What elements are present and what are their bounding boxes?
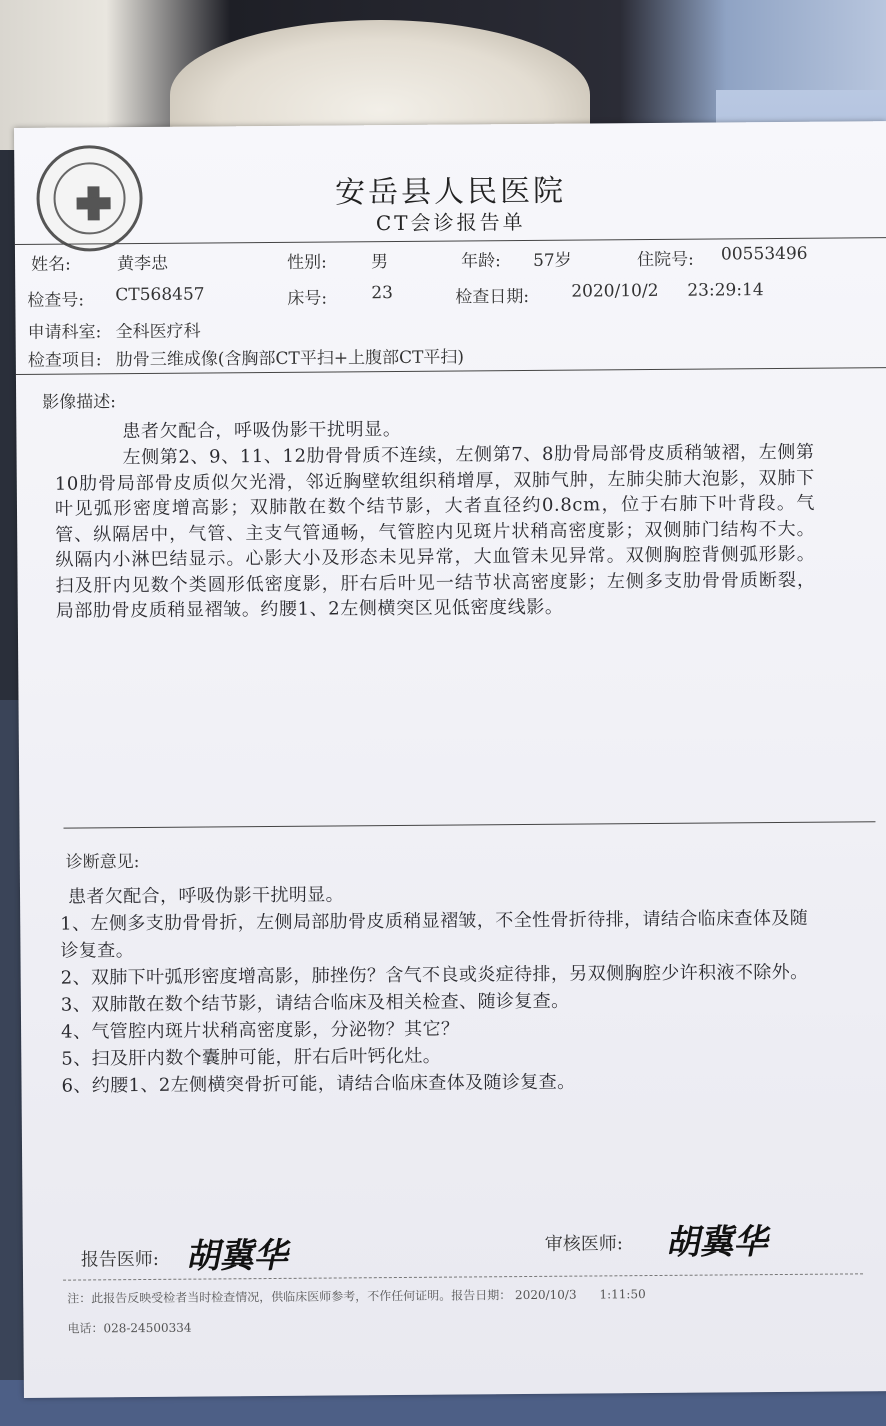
reporter-signature: 胡冀华	[184, 1235, 295, 1277]
exam-date: 2020/10/2	[571, 280, 659, 302]
report-date: 2020/10/3	[514, 1287, 577, 1303]
diagnosis-line: 6、约腰1、2左侧横突骨折可能，请结合临床查体及随诊复查。	[61, 1071, 576, 1097]
exam-item-label: 检查项目:	[27, 350, 102, 371]
findings-divider	[63, 821, 875, 828]
admission-label: 住院号:	[636, 249, 694, 271]
dept-label: 申请科室:	[27, 322, 102, 343]
diagnosis-line: 1、左侧多支肋骨骨折，左侧局部肋骨皮质稍显褶皱，不全性骨折待排，请结合临床查体及随诊复查。	[60, 907, 809, 962]
diagnosis-line: 2、双肺下叶弧形密度增高影，肺挫伤？含气不良或炎症待排，另双侧胸腔少许积液不除外。	[60, 961, 809, 989]
patient-name: 黄李忠	[116, 253, 169, 275]
exam-time: 23:29:14	[687, 280, 764, 301]
report-paper	[14, 121, 886, 1398]
age-label: 年龄:	[460, 251, 501, 272]
exam-number: CT568457	[115, 284, 205, 306]
hospital-name: 安岳县人民医院	[334, 173, 567, 211]
diagnosis-line: 患者欠配合，呼吸伪影干扰明显。	[67, 884, 345, 908]
footer-phone: 电话：028-24500334	[67, 1320, 192, 1336]
exam-date-label: 检查日期:	[455, 286, 530, 308]
findings-paragraph-2	[54, 440, 815, 624]
findings-text-1: 患者欠配合，呼吸伪影干扰明显。	[122, 418, 402, 443]
footer-note-text: 注：此报告反映受检者当时检查情况，供临床医师参考，不作任何证明。报告日期：	[67, 1288, 512, 1306]
footer-note	[67, 1285, 646, 1307]
findings-text-2: 左侧第2、9、11、12肋骨骨质不连续，左侧第7、8肋骨局部骨皮质稍皱褶，左侧第10肋骨局部骨皮质似欠光滑，邻近胸壁软组织稍增厚，双肺气肿，左肺尖肺大泡影，双肺下叶见弧形密度增高影；双肺散在数个结节影，大者直径约0.8cm，位于右肺下叶背段。气管、纵隔居中，气管、主支气管通畅，气管腔内见斑片状稍高密度影；双侧肺门结构不大。纵隔内小淋巴结显示。心影大小及形态未见异常，大血管未见异常。双侧胸腔背侧弧形影。扫及肝内见数个类圆形低密度影，肝右后叶见一结节状高密度影；左侧多支肋骨骨质断裂，局部肋骨皮质稍显褶皱。约腰1、2左侧横突区见低密度线影。	[54, 441, 816, 622]
diagnosis-line: 3、双肺散在数个结节影，请结合临床及相关检查、随诊复查。	[60, 990, 570, 1016]
exam-no-label: 检查号:	[27, 290, 85, 311]
reporter-label: 报告医师:	[80, 1248, 160, 1271]
dept-name: 全科医疗科	[115, 321, 201, 343]
diagnosis-title: 诊断意见:	[65, 852, 140, 873]
reviewer-label: 审核医师:	[544, 1233, 623, 1255]
admission-number: 00553496	[720, 243, 808, 265]
findings-title: 影像描述:	[42, 392, 116, 413]
diagnosis-line: 4、气管腔内斑片状稍高密度影，分泌物？其它？	[61, 1018, 460, 1043]
exam-item: 肋骨三维成像(含胸部CT平扫+上腹部CT平扫)	[115, 347, 465, 371]
diagnosis-line: 5、扫及肝内数个囊肿可能，肝右后叶钙化灶。	[61, 1045, 442, 1070]
patient-gender: 男	[370, 252, 389, 273]
report-title: CT会诊报告单	[375, 209, 526, 236]
bed-number: 23	[371, 283, 394, 304]
name-label: 姓名:	[30, 254, 71, 275]
bed-label: 床号:	[287, 288, 328, 309]
reviewer-signature: 胡冀华	[663, 1222, 775, 1263]
gender-label: 性别:	[286, 252, 327, 273]
diagnosis-list	[60, 878, 822, 1100]
patient-age: 57岁	[532, 250, 572, 271]
report-time: 1:11:50	[599, 1287, 646, 1302]
